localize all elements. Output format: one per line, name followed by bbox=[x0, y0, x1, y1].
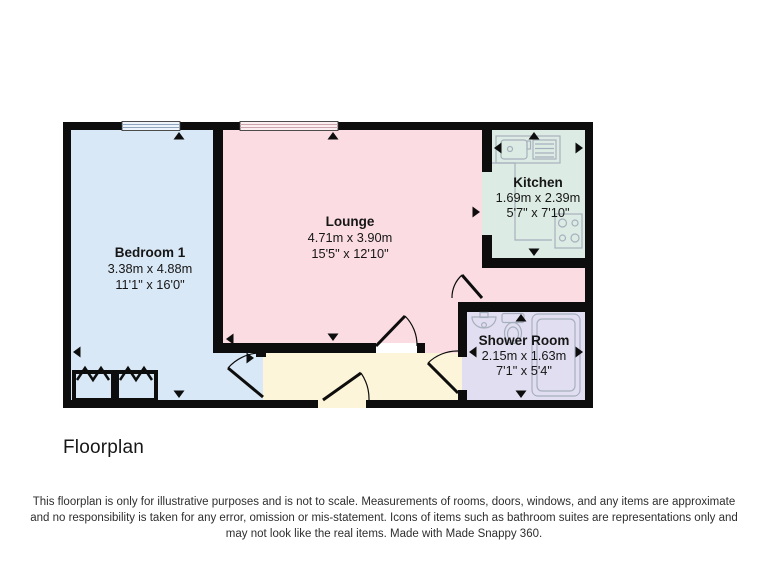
kitchen-name: Kitchen bbox=[513, 175, 563, 190]
front-door-threshold bbox=[318, 400, 366, 408]
bedroom-metric: 3.38m x 4.88m bbox=[107, 261, 193, 276]
room-fill-hall bbox=[263, 353, 462, 408]
bedroom-window-icon bbox=[122, 122, 180, 131]
wall-bedroom-lounge bbox=[213, 130, 223, 353]
shower-metric: 2.15m x 1.63m bbox=[481, 348, 567, 363]
disclaimer-line-2: and no responsibility is taken for any error, omission or mis-statement. Icons of items such as bathroom suites are representations only and bbox=[30, 512, 738, 524]
disclaimer-line-1: This floorplan is only for illustrative purposes and is not to scale. Measurements of rooms, doors, windows, and any items are approximate bbox=[32, 496, 736, 508]
disclaimer-line-3: may not look like the real items. Made with Made Snappy 360. bbox=[225, 528, 543, 540]
wall-shower-top bbox=[458, 302, 585, 312]
lounge-metric: 4.71m x 3.90m bbox=[307, 230, 393, 245]
shower-imperial: 7'1" x 5'4" bbox=[496, 363, 552, 378]
wall-shower-left-top bbox=[458, 302, 467, 357]
inner-hall-strip-floor bbox=[458, 268, 585, 302]
kitchen-metric: 1.69m x 2.39m bbox=[495, 190, 581, 205]
wall-lounge-bottom-stub bbox=[417, 343, 425, 353]
bedroom-name: Bedroom 1 bbox=[114, 245, 186, 260]
bedroom-imperial: 11'1" x 16'0" bbox=[115, 277, 185, 292]
disclaimer bbox=[0, 494, 768, 542]
wall-shower-left-stub bbox=[458, 390, 467, 400]
lounge-imperial: 15'5" x 12'10" bbox=[311, 246, 389, 261]
wall-kitchen-bottom bbox=[482, 258, 585, 268]
shower-name: Shower Room bbox=[478, 333, 570, 348]
floorplan-caption: Floorplan bbox=[63, 437, 145, 458]
lounge-window-icon bbox=[240, 122, 338, 131]
wall-kitchen-left-top bbox=[482, 130, 492, 172]
wall-lounge-bottom bbox=[213, 343, 376, 353]
kitchen-imperial: 5'7" x 7'10" bbox=[506, 205, 570, 220]
lounge-name: Lounge bbox=[325, 214, 375, 229]
